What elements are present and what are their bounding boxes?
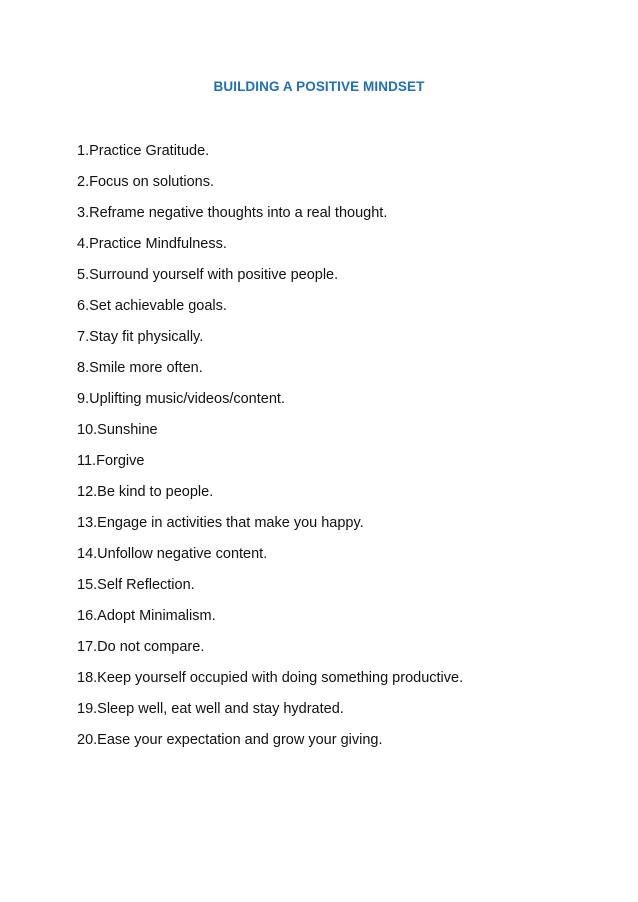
list-item: 17.Do not compare. bbox=[77, 639, 205, 655]
list-item: 19.Sleep well, eat well and stay hydrated. bbox=[77, 701, 344, 717]
document-title: BUILDING A POSITIVE MINDSET bbox=[213, 79, 425, 94]
list-item: 20.Ease your expectation and grow your giving. bbox=[77, 732, 383, 748]
list-item: 7.Stay fit physically. bbox=[77, 329, 204, 345]
list-item: 2.Focus on solutions. bbox=[77, 174, 215, 190]
list-item: 6.Set achievable goals. bbox=[77, 298, 227, 314]
list-item: 12.Be kind to people. bbox=[77, 484, 214, 500]
list-item: 10.Sunshine bbox=[77, 422, 158, 438]
list-item: 9.Uplifting music/videos/content. bbox=[77, 391, 285, 407]
list-item: 8.Smile more often. bbox=[77, 360, 203, 376]
list-item: 3.Reframe negative thoughts into a real thought. bbox=[77, 205, 388, 221]
list-item: 18.Keep yourself occupied with doing something productive. bbox=[77, 670, 464, 686]
list-item: 15.Self Reflection. bbox=[77, 577, 195, 593]
list-item: 14.Unfollow negative content. bbox=[77, 546, 268, 562]
list-item: 13.Engage in activities that make you happy. bbox=[77, 515, 364, 531]
list-item: 4.Practice Mindfulness. bbox=[77, 236, 227, 252]
list-item: 1.Practice Gratitude. bbox=[77, 143, 210, 159]
list-item: 5.Surround yourself with positive people. bbox=[77, 267, 339, 283]
list-item: 11.Forgive bbox=[77, 453, 145, 469]
list-item: 16.Adopt Minimalism. bbox=[77, 608, 216, 624]
mindset-list bbox=[77, 140, 463, 760]
